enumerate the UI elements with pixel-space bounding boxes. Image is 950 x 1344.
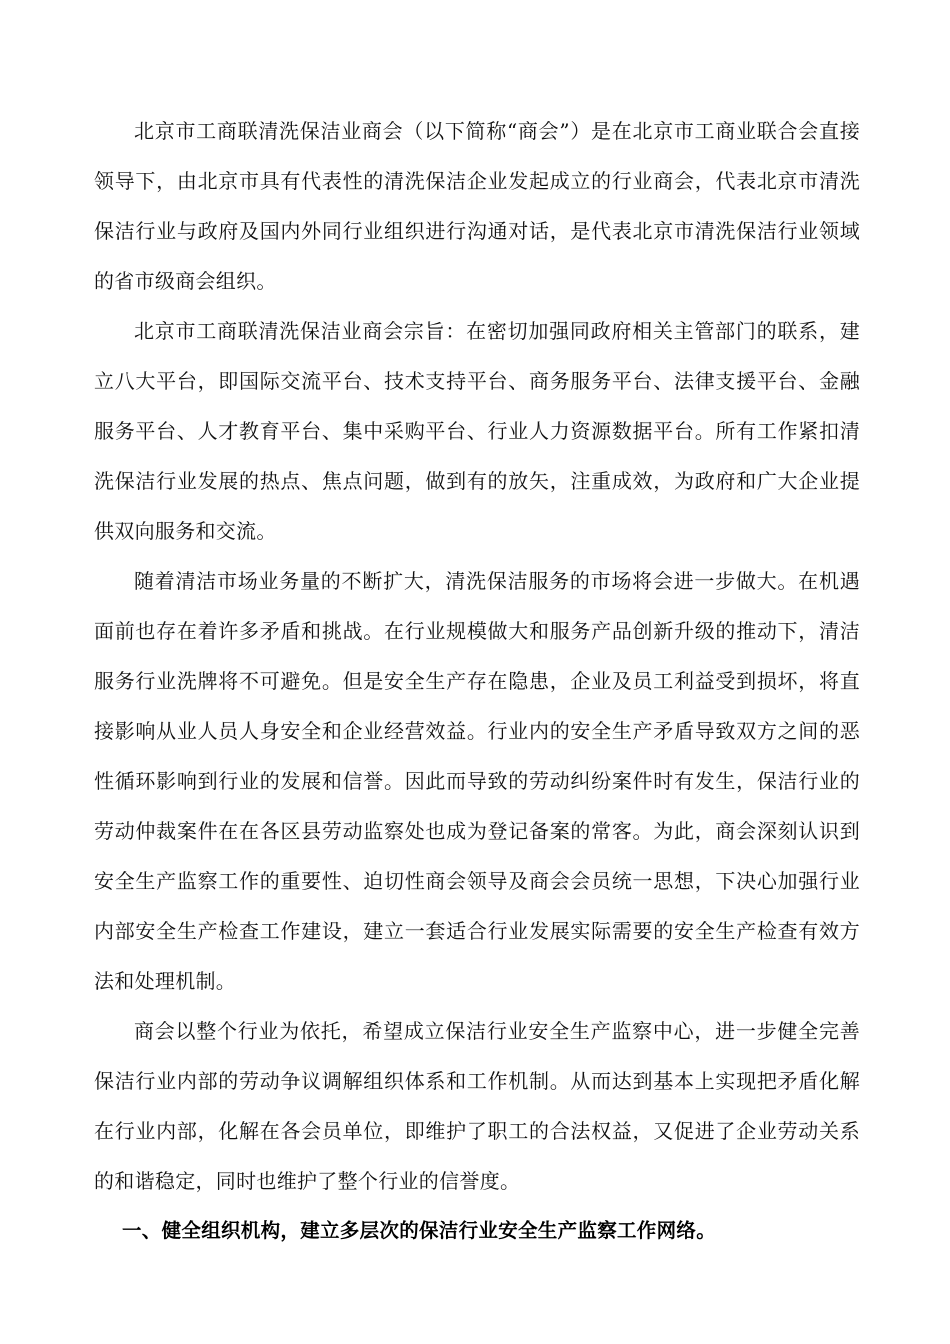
section-heading: 一、健全组织机构，建立多层次的保洁行业安全生产监察工作网络。 xyxy=(122,1219,717,1242)
paragraph-purpose: 北京市工商联清洗保洁业商会宗旨：在密切加强同政府相关主管部门的联系，建立八大平台，即国际交流平台、技术支持平台、商务服务平台、法律支援平台、金融服务平台、人才教育平台、集中采购平台、行业人力资源数据平台。所有工作紧扣清洗保洁行业发展的热点、焦点问题，做到有的放矢，注重成效，为政府和广大企业提供双向服务和交流。 xyxy=(94,319,860,543)
paragraph-challenges: 随着清洁市场业务量的不断扩大，清洗保洁服务的市场将会进一步做大。在机遇面前也存在着许多矛盾和挑战。在行业规模做大和服务产品创新升级的推动下，清洁服务行业洗牌将不可避免。但是安全生产存在隐患，企业及员工利益受到损坏，将直接影响从业人员人身安全和企业经营效益。行业内的安全生产矛盾导致双方之间的恶性循环影响到行业的发展和信誉。因此而导致的劳动纠纷案件时有发生，保洁行业的劳动仲裁案件在在各区县劳动监察处也成为登记备案的常客。为此，商会深刻认识到安全生产监察工作的重要性、迫切性商会领导及商会会员统一思想，下决心加强行业内部安全生产检查工作建设，建立一套适合行业发展实际需要的安全生产检查有效方法和处理机制。 xyxy=(94,569,860,993)
document-body xyxy=(94,106,860,1256)
paragraph-plan: 商会以整个行业为依托，希望成立保洁行业安全生产监察中心，进一步健全完善保洁行业内部的劳动争议调解组织体系和工作机制。从而达到基本上实现把矛盾化解在行业内部，化解在各会员单位，即维护了职工的合法权益，又促进了企业劳动关系的和谐稳定，同时也维护了整个行业的信誉度。 xyxy=(94,1019,860,1193)
paragraph-intro: 北京市工商联清洗保洁业商会（以下简称“商会”）是在北京市工商业联合会直接领导下，由北京市具有代表性的清洗保洁企业发起成立的行业商会，代表北京市清洗保洁行业与政府及国内外同行业组织进行沟通对话，是代表北京市清洗保洁行业领域的省市级商会组织。 xyxy=(94,119,860,293)
